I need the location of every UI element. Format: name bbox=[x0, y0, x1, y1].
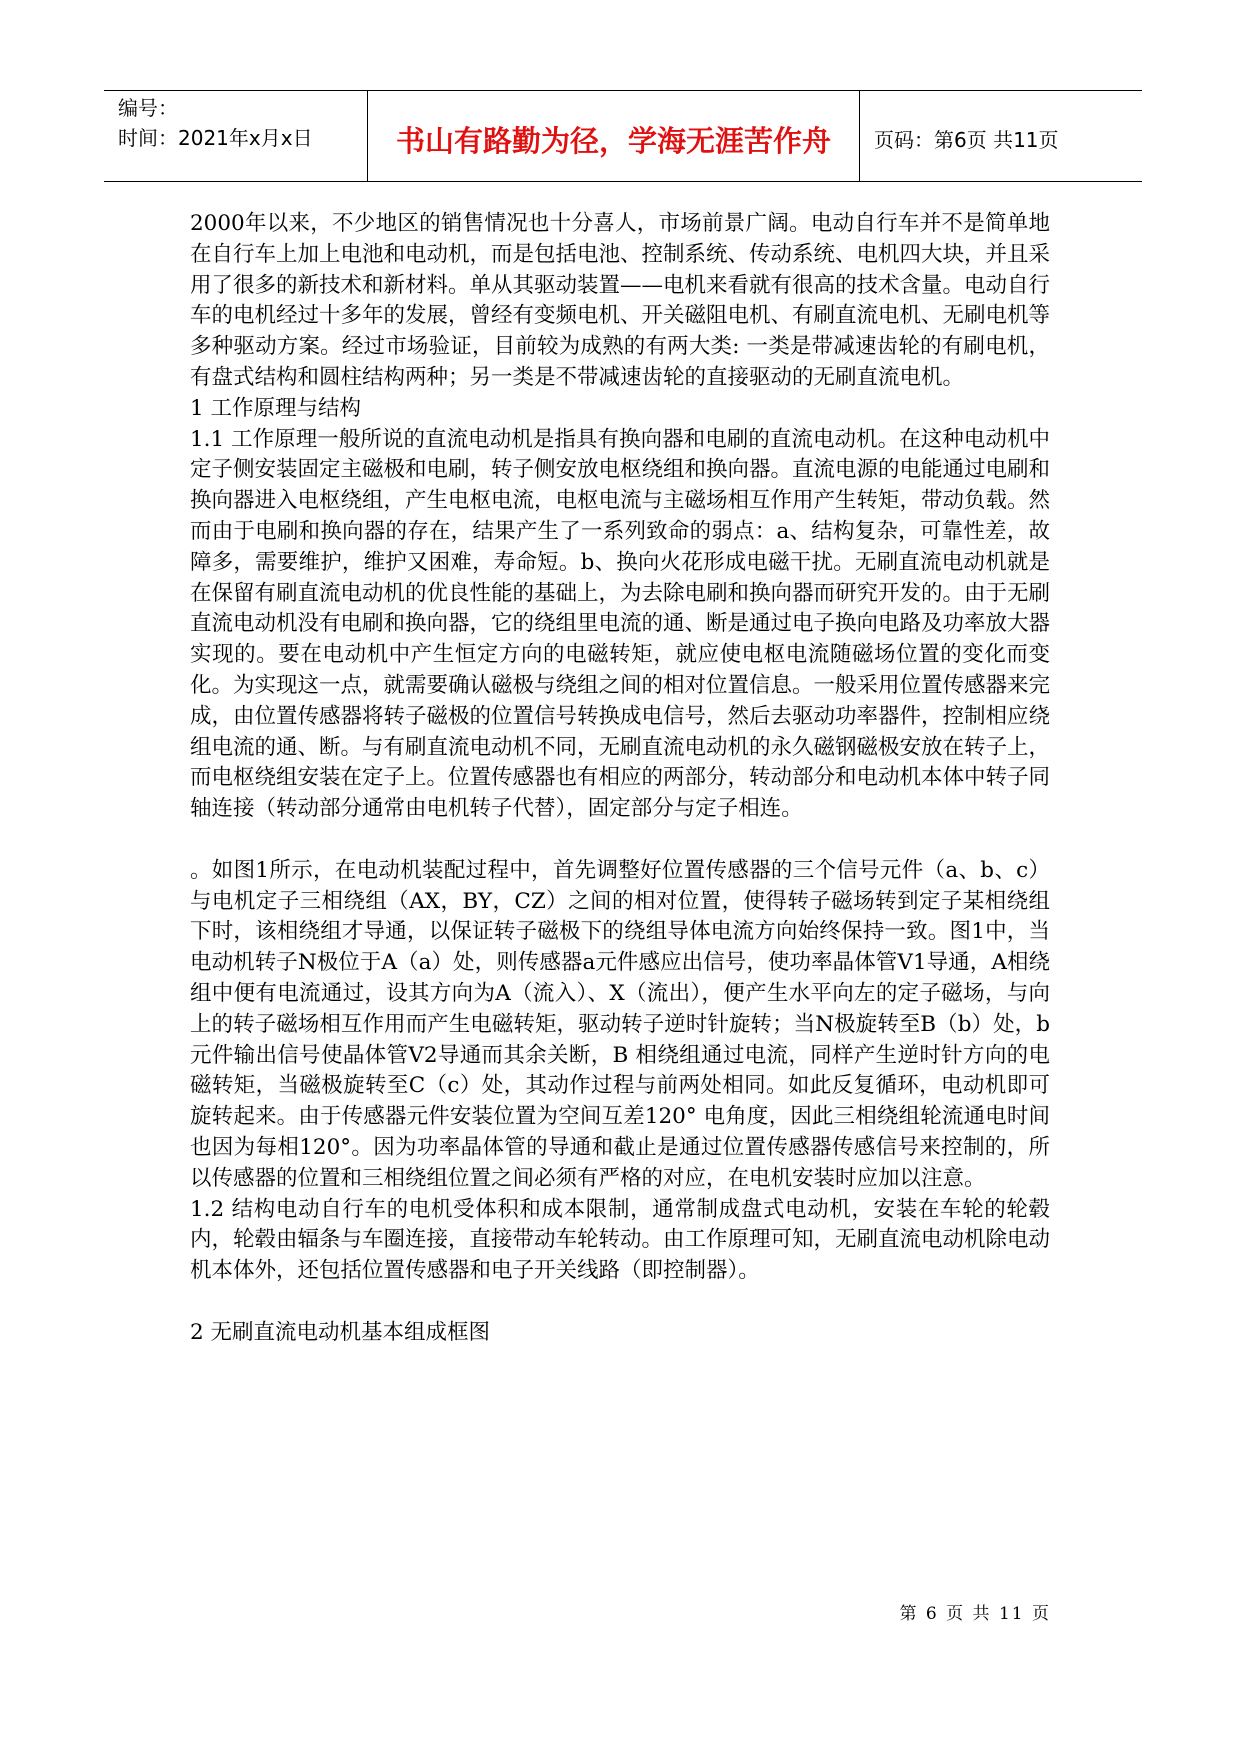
header-motto: 书山有路勤为径，学海无涯苦作舟 bbox=[395, 123, 831, 158]
section-heading: 2 无刷直流电动机基本组成框图 bbox=[190, 1319, 491, 1345]
section-heading: 1 工作原理与结构 bbox=[190, 395, 362, 421]
header-page-label: 页码：第6页 共11页 bbox=[874, 127, 1059, 152]
page-footer: 第 6 页 共 11 页 bbox=[899, 1604, 1051, 1624]
document-time-label: 时间：2021年x月x日 bbox=[118, 126, 313, 150]
body-paragraph: 。如图1所示，在电动机装配过程中，首先调整好位置传感器的三个信号元件（a、b、c）与电机定子三相绕组（AX，BY，CZ）之间的相对位置，使得转子磁场转到定子某相绕组下时，该相绕组才导通，以保证转子磁极下的绕组导体电流方向始终保持一致。图1中，当电动机转子N极位于A（a）处，则传感器a元件感应出信号，使功率晶体管V1导通，A相绕组中便有电流通过，设其方向为A（流入）、X（流出），便产生水平向左的定子磁场，与向上的转子磁场相互作用而产生电磁转矩，驱动转子逆时针旋转；当N极旋转至B（b）处，b元件输出信号使晶体管V2导通而其余关断，B 相绕组通过电流，同样产生逆时针方向的电磁转矩，当磁极旋转至C（c）处，其动作过程与前两处相同。如此反复循环，电动机即可旋转起来。由于传感器元件安装位置为空间互差120° 电角度，因此三相绕组轮流通电时间也因为每相120°。因为功率晶体管的导通和截止是通过位置传感器传感信号来控制的，所以传感器的位置和三相绕组位置之间必须有严格的对应，在电机安装时应加以注意。 bbox=[190, 857, 1050, 1191]
page-header bbox=[104, 90, 1142, 182]
document-number-label: 编号： bbox=[118, 96, 178, 120]
header-meta bbox=[104, 91, 368, 181]
header-page-cell bbox=[860, 91, 1142, 181]
header-motto-cell bbox=[368, 91, 860, 181]
body-paragraph: 1.2 结构电动自行车的电机受体积和成本限制，通常制成盘式电动机，安装在车轮的轮毂内，轮毂由辐条与车圈连接，直接带动车轮转动。由工作原理可知，无刷直流电动机除电动机本体外，还包括位置传感器和电子开关线路（即控制器）。 bbox=[190, 1196, 1051, 1284]
document-body bbox=[190, 209, 1050, 1348]
body-paragraph: 2000年以来，不少地区的销售情况也十分喜人，市场前景广阔。电动自行车并不是简单地在自行车上加上电池和电动机，而是包括电池、控制系统、传动系统、电机四大块，并且采用了很多的新技术和新材料。单从其驱动装置——电机来看就有很高的技术含量。电动自行车的电机经过十多年的发展，曾经有变频电机、开关磁阻电机、有刷直流电机、无刷电机等多种驱动方案。经过市场验证，目前较为成熟的有两大类: 一类是带减速齿轮的有刷电机，有盘式结构和圆柱结构两种；另一类是不带减速齿轮的直接驱动的无刷直流电机。 bbox=[190, 211, 1051, 390]
body-paragraph: 1.1 工作原理一般所说的直流电动机是指具有换向器和电刷的直流电动机。在这种电动机中定子侧安装固定主磁极和电刷，转子侧安放电枢绕组和换向器。直流电源的电能通过电刷和换向器进入电枢绕组，产生电枢电流，电枢电流与主磁场相互作用产生转矩，带动负载。然而由于电刷和换向器的存在，结果产生了一系列致命的弱点：a、结构复杂，可靠性差，故障多，需要维护，维护又困难，寿命短。b、换向火花形成电磁干扰。无刷直流电动机就是在保留有刷直流电动机的优良性能的基础上，为去除电刷和换向器而研究开发的。由于无刷直流电动机没有电刷和换向器，它的绕组里电流的通、断是通过电子换向电路及功率放大器实现的。要在电动机中产生恒定方向的电磁转矩，就应使电枢电流随磁场位置的变化而变化。为实现这一点，就需要确认磁极与绕组之间的相对位置信息。一般采用位置传感器来完成，由位置传感器将转子磁极的位置信号转换成电信号，然后去驱动功率器件，控制相应绕组电流的通、断。与有刷直流电动机不同，无刷直流电动机的永久磁钢磁极安放在转子上，而电枢绕组安装在定子上。位置传感器也有相应的两部分，转动部分和电动机本体中转子同轴连接（转动部分通常由电机转子代替），固定部分与定子相连。 bbox=[190, 426, 1051, 822]
